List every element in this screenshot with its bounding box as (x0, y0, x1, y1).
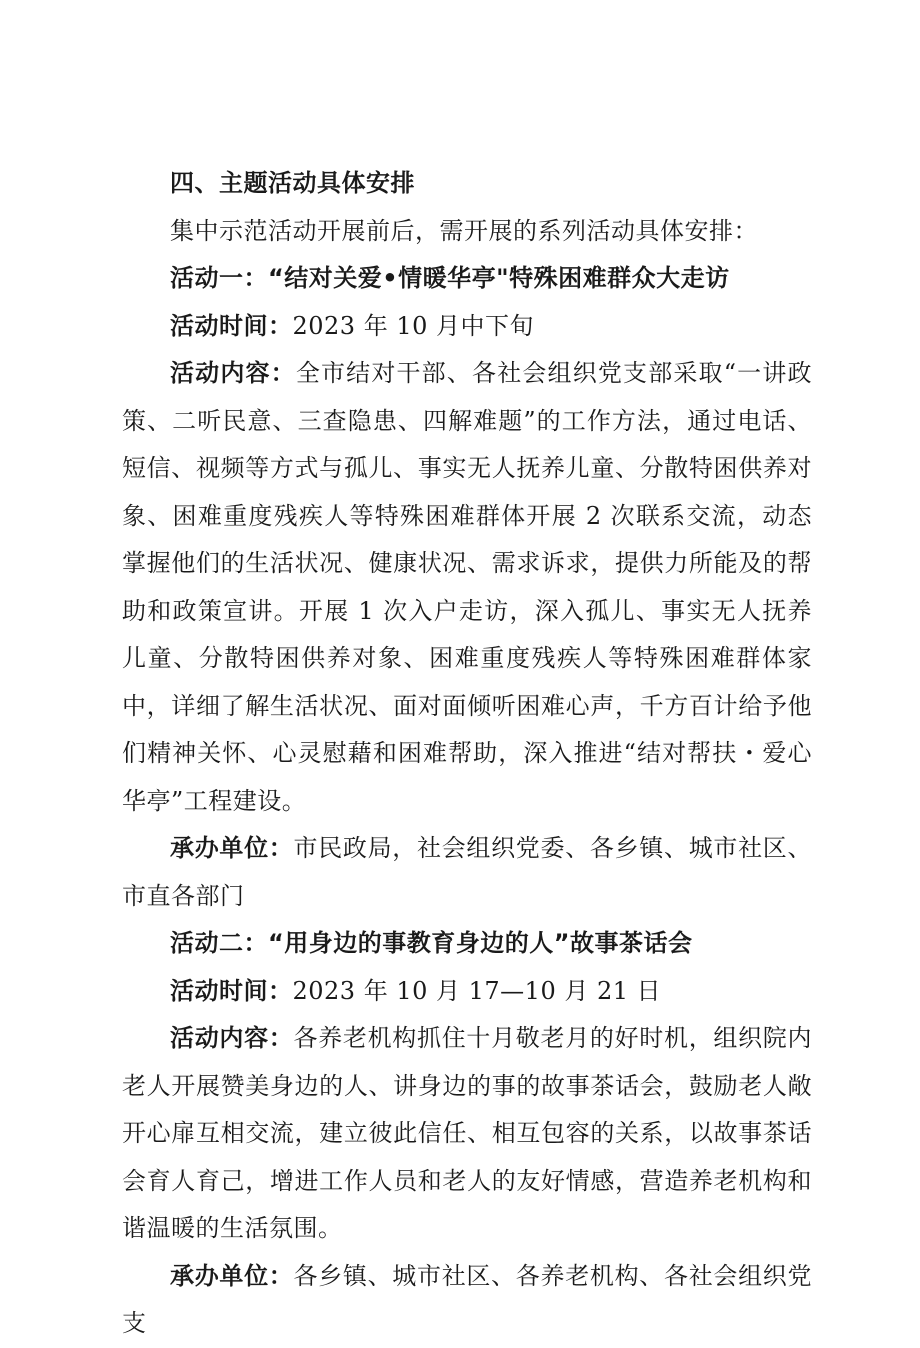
activity-1-content (122, 350, 812, 825)
activity-2-content-label: 活动内容： (170, 1024, 294, 1052)
activity-1-content-value: 全市结对干部、各社会组织党支部采取“一讲政策、二听民意、三查隐患、四解难题”的工作方法，通过电话、短信、视频等方式与孤儿、事实无人抚养儿童、分散特困供养对象、困难重度残疾人等特殊困难群体开展 2 次联系交流，动态掌握他们的生活状况、健康状况、需求诉求，提供力所能及的帮助和政策宣讲。开展 1 次入户走访，深入孤儿、事实无人抚养儿童、分散特困供养对象、困难重度残疾人等特殊困难群体家中，详细了解生活状况、面对面倾听困难心声，千方百计给予他们精神关怀、心灵慰藉和困难帮助，深入推进“结对帮扶・爱心华亭”工程建设。 (122, 359, 812, 815)
activity-1-time-label: 活动时间： (170, 311, 293, 340)
document-body (122, 160, 812, 1348)
activity-2-time (122, 968, 812, 1016)
section-heading: 四、主题活动具体安排 (170, 169, 415, 197)
activity-1-unit-value: 市民政局，社会组织党委、各乡镇、城市社区、市直各部门 (122, 834, 812, 910)
activity-2-time-label: 活动时间： (170, 976, 293, 1005)
activity-1-content-label: 活动内容： (170, 359, 296, 387)
activity-1-unit-label: 承办单位： (170, 834, 294, 862)
activity-2-unit-value: 各乡镇、城市社区、各养老机构、各社会组织党支 (122, 1261, 812, 1337)
activity-2-unit-label: 承办单位： (170, 1261, 294, 1290)
activity-2-content (122, 1015, 812, 1253)
activity-1-time-value: 2023 年 10 月中下旬 (292, 311, 535, 340)
activity-2-time-value: 2023 年 10 月 17—10 月 21 日 (292, 976, 662, 1005)
activity-2-title: 活动二：“用身边的事教育身边的人”故事茶话会 (170, 929, 693, 957)
activity-1-unit (122, 825, 812, 920)
activity-2-content-value: 各养老机构抓住十月敬老月的好时机，组织院内老人开展赞美身边的人、讲身边的事的故事茶话会，鼓励老人敞开心扉互相交流，建立彼此信任、相互包容的关系，以故事茶话会育人育己，增进工作人员和老人的友好情感，营造养老机构和谐温暖的生活氛围。 (122, 1024, 812, 1242)
activity-1-time (122, 303, 812, 351)
activity-2-unit (122, 1253, 812, 1348)
section-intro: 集中示范活动开展前后，需开展的系列活动具体安排： (170, 216, 758, 245)
activity-1-title: 活动一：“结对关爱•情暖华亭"特殊困难群众大走访 (170, 264, 730, 292)
